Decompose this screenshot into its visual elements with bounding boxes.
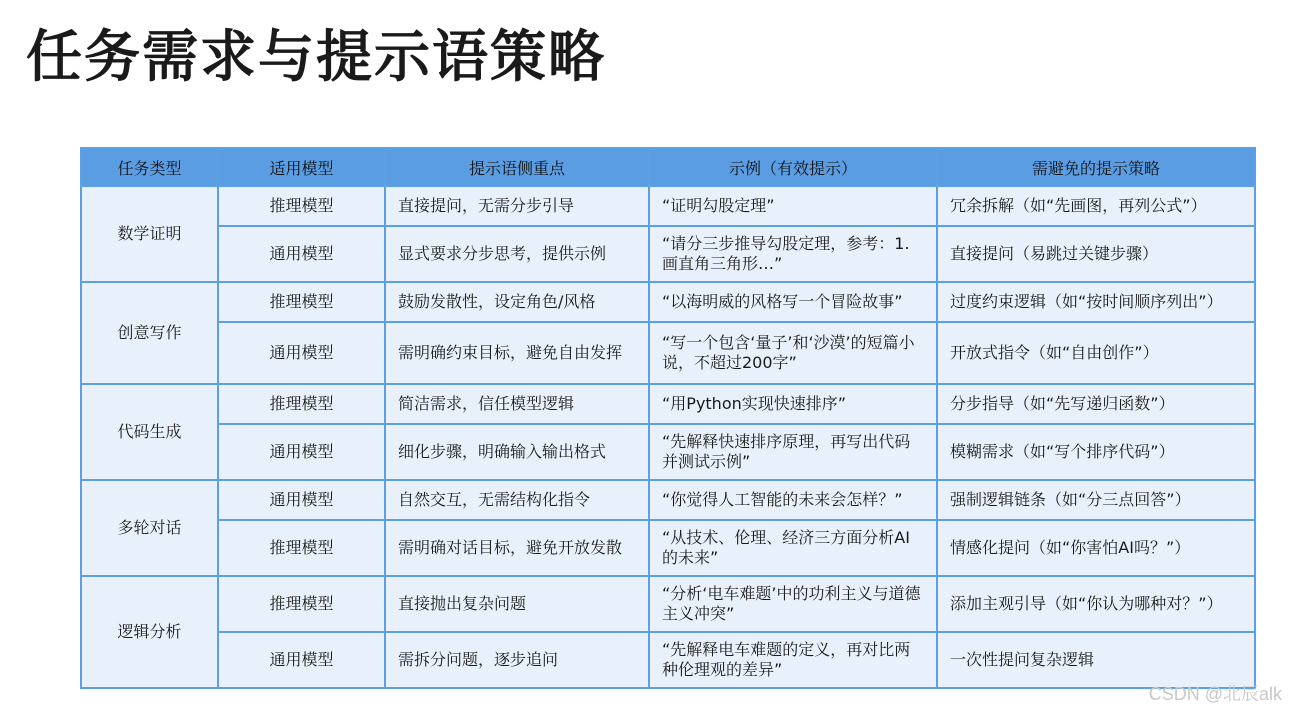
header-focus: 提示语侧重点 [385, 148, 649, 186]
avoid-cell: 模糊需求（如“写个排序代码”） [937, 424, 1255, 480]
focus-cell: 自然交互，无需结构化指令 [385, 480, 649, 520]
model-cell: 推理模型 [218, 520, 385, 576]
example-cell: “分析‘电车难题’中的功利主义与道德主义冲突” [649, 576, 937, 632]
avoid-cell: 冗余拆解（如“先画图，再列公式”） [937, 186, 1255, 226]
header-model: 适用模型 [218, 148, 385, 186]
table-header-row [81, 148, 1255, 186]
example-cell: “你觉得人工智能的未来会怎样？” [649, 480, 937, 520]
avoid-cell: 开放式指令（如“自由创作”） [937, 322, 1255, 384]
page-title: 任务需求与提示语策略 [26, 25, 606, 90]
model-cell: 通用模型 [218, 632, 385, 688]
avoid-cell: 添加主观引导（如“你认为哪种对？”） [937, 576, 1255, 632]
avoid-cell: 一次性提问复杂逻辑 [937, 632, 1255, 688]
category-cell: 逻辑分析 [81, 576, 218, 688]
avoid-cell: 情感化提问（如“你害怕AI吗？”） [937, 520, 1255, 576]
table-row [81, 282, 1255, 322]
example-cell: “证明勾股定理” [649, 186, 937, 226]
table-row [81, 322, 1255, 384]
avoid-cell: 分步指导（如“先写递归函数”） [937, 384, 1255, 424]
focus-cell: 直接提问，无需分步引导 [385, 186, 649, 226]
avoid-cell: 过度约束逻辑（如“按时间顺序列出”） [937, 282, 1255, 322]
model-cell: 推理模型 [218, 282, 385, 322]
header-example: 示例（有效提示） [649, 148, 937, 186]
focus-cell: 需明确对话目标，避免开放发散 [385, 520, 649, 576]
avoid-cell: 强制逻辑链条（如“分三点回答”） [937, 480, 1255, 520]
category-cell: 数学证明 [81, 186, 218, 282]
table-row [81, 576, 1255, 632]
avoid-cell: 直接提问（易跳过关键步骤） [937, 226, 1255, 282]
table-row [81, 384, 1255, 424]
focus-cell: 鼓励发散性，设定角色/风格 [385, 282, 649, 322]
header-avoid: 需避免的提示策略 [937, 148, 1255, 186]
table-row [81, 226, 1255, 282]
model-cell: 通用模型 [218, 226, 385, 282]
focus-cell: 需拆分问题，逐步追问 [385, 632, 649, 688]
example-cell: “请分三步推导勾股定理，参考：1. 画直角三角形…” [649, 226, 937, 282]
category-cell: 创意写作 [81, 282, 218, 384]
header-task-type: 任务类型 [81, 148, 218, 186]
model-cell: 推理模型 [218, 186, 385, 226]
focus-cell: 直接抛出复杂问题 [385, 576, 649, 632]
model-cell: 通用模型 [218, 424, 385, 480]
focus-cell: 简洁需求，信任模型逻辑 [385, 384, 649, 424]
focus-cell: 显式要求分步思考，提供示例 [385, 226, 649, 282]
example-cell: “以海明威的风格写一个冒险故事” [649, 282, 937, 322]
example-cell: “先解释快速排序原理，再写出代码并测试示例” [649, 424, 937, 480]
model-cell: 推理模型 [218, 576, 385, 632]
table-row [81, 424, 1255, 480]
category-cell: 代码生成 [81, 384, 218, 480]
model-cell: 推理模型 [218, 384, 385, 424]
model-cell: 通用模型 [218, 480, 385, 520]
model-cell: 通用模型 [218, 322, 385, 384]
strategy-table [80, 147, 1256, 689]
example-cell: “用Python实现快速排序” [649, 384, 937, 424]
category-cell: 多轮对话 [81, 480, 218, 576]
example-cell: “先解释电车难题的定义，再对比两种伦理观的差异” [649, 632, 937, 688]
example-cell: “写一个包含‘量子’和‘沙漠’的短篇小说，不超过200字” [649, 322, 937, 384]
focus-cell: 需明确约束目标，避免自由发挥 [385, 322, 649, 384]
watermark: CSDN @北辰alk [1148, 684, 1282, 704]
table-row [81, 520, 1255, 576]
table-row [81, 186, 1255, 226]
focus-cell: 细化步骤，明确输入输出格式 [385, 424, 649, 480]
example-cell: “从技术、伦理、经济三方面分析AI的未来” [649, 520, 937, 576]
table-row [81, 480, 1255, 520]
table-row [81, 632, 1255, 688]
